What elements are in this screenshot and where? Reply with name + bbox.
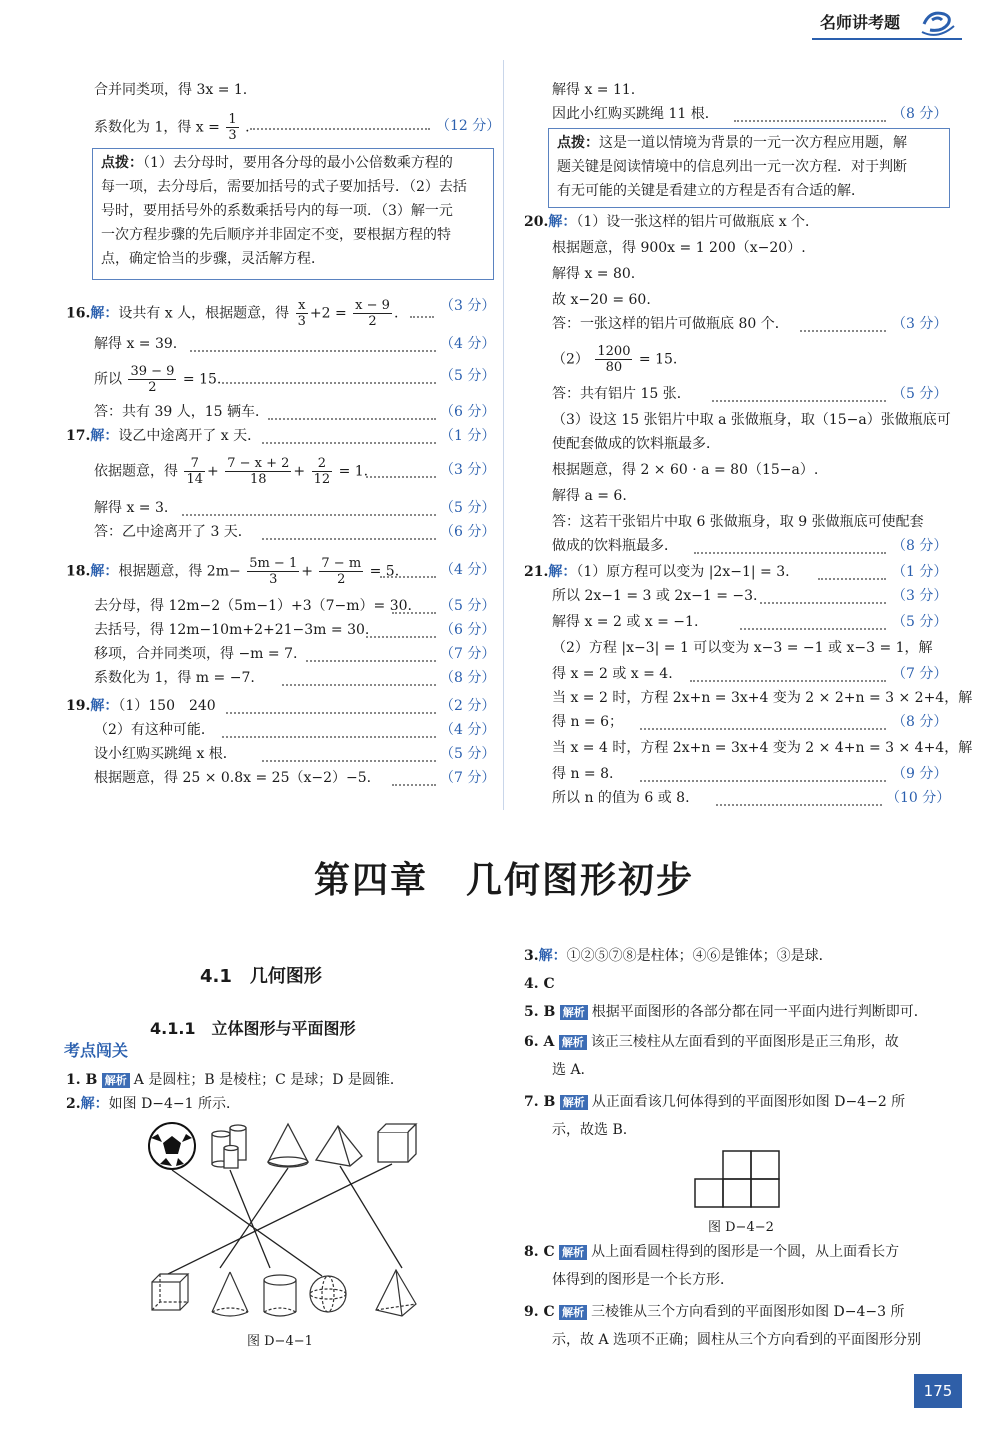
column-divider [503,60,504,810]
section-title: 4.1 几何图形 [200,966,322,987]
jiexi-tag: 解析 [560,1005,588,1020]
tip-label: 点拨： [557,135,599,151]
jiexi-tag: 解析 [559,1305,587,1320]
q18-line-1: 18.解：根据题意，得 2m− $\frac{5m - 1}{3}$ + $\frac{7 - m}{2}$ = 5. [66,556,400,587]
q20-line-6: （2） $\frac{1200}{80}$ = 15. [552,344,678,375]
cans-icon [212,1125,246,1168]
item-1: 1. B 解析 A 是圆柱；B 是棱柱；C 是球；D 是圆锥． [66,1072,404,1088]
cube-icon [378,1124,416,1162]
tip-box-1: 点拨：（1）去分母时，要用各分母的最小公倍数乘方程的 每一项，去分母后，需要加括号的式子要加括号．（2）去括 号时，要用括号外的系数乘括号内的每一项．（3）解一元 一次方程步骤的先后顺序并非固定不变，要根据方程的特 点，确定恰当的步骤，灵活解方程． [92,148,494,280]
header-rule [812,38,962,40]
item-7: 7. B 解析 从正面看该几何体得到的平面图形如图 D−4−2 所 [524,1094,906,1110]
pyramid-outline-icon [376,1270,416,1316]
tip-box-2: 点拨：这是一道以情境为背景的一元一次方程应用题，解 题关键是阅读情境中的信息列出一元一次方程．对于判断 有无可能的关键是看建立的方程是否有合适的解． [548,128,950,208]
tip-label: 点拨： [101,155,143,171]
figure-d-4-1 [140,1118,430,1324]
item-8: 8. C 解析 从上面看圆柱得到的图形是一个圆，从上面看长方 [524,1244,900,1260]
figure-d-4-2 [694,1150,780,1208]
item-6: 6. A 解析 该正三棱柱从左面看到的平面图形是正三角形，故 [524,1034,899,1050]
jiexi-tag: 解析 [559,1035,587,1050]
sphere-outline-icon [310,1276,346,1312]
jiexi-tag: 解析 [559,1245,587,1260]
jiexi-tag: 解析 [102,1073,130,1088]
score: （12 分） [436,118,501,134]
figure-caption: 图 D−4−2 [708,1220,774,1235]
item-3: 3.解：①②⑤⑦⑧是柱体；④⑥是锥体；③是球． [524,948,833,964]
brand-logo-icon [918,6,958,38]
item-4: 4. C [524,976,555,992]
figure-caption: 图 D−4−1 [247,1334,313,1349]
item-5: 5. B 解析 根据平面图形的各部分都在同一平面内进行判断即可． [524,1004,928,1020]
q16-line-1: 16.解：设共有 x 人，根据题意，得 $\frac{x}{3}$ +2 = $\frac{x - 9}{2}$ . [66,298,399,329]
q17-line-2: 依据题意，得 $\frac{7}{14}$ + $\frac{7 - x + 2}{18}$ + $\frac{2}{12}$ = 1. [94,456,369,487]
cube-outline-icon [152,1274,188,1310]
q16-line-3: 所以 $\frac{39 - 9}{2}$ = 15. [94,364,222,395]
jiexi-tag: 解析 [560,1095,588,1110]
chapter-title: 第四章 几何图形初步 [314,860,695,901]
kaodian-heading: 考点闯关 [64,1041,129,1060]
item-2: 2.解：如图 D−4−1 所示． [66,1096,241,1112]
pyramid-icon [316,1126,362,1166]
page-number: 175 [914,1374,962,1408]
cone-icon [268,1124,308,1167]
header-brand: 名师讲考题 [820,13,901,32]
left-line-2: 系数化为 1，得 x = $\frac{1}{3}$ . [94,112,250,143]
soccer-ball-icon [149,1123,195,1169]
left-line-1: 合并同类项，得 3x = 1. [94,82,248,98]
cone-outline-icon [212,1272,248,1316]
subsection-title: 4.1.1 立体图形与平面图形 [150,1019,356,1038]
item-9: 9. C 解析 三棱锥从三个方向看到的平面图形如图 D−4−3 所 [524,1304,905,1320]
cylinder-outline-icon [264,1275,296,1316]
